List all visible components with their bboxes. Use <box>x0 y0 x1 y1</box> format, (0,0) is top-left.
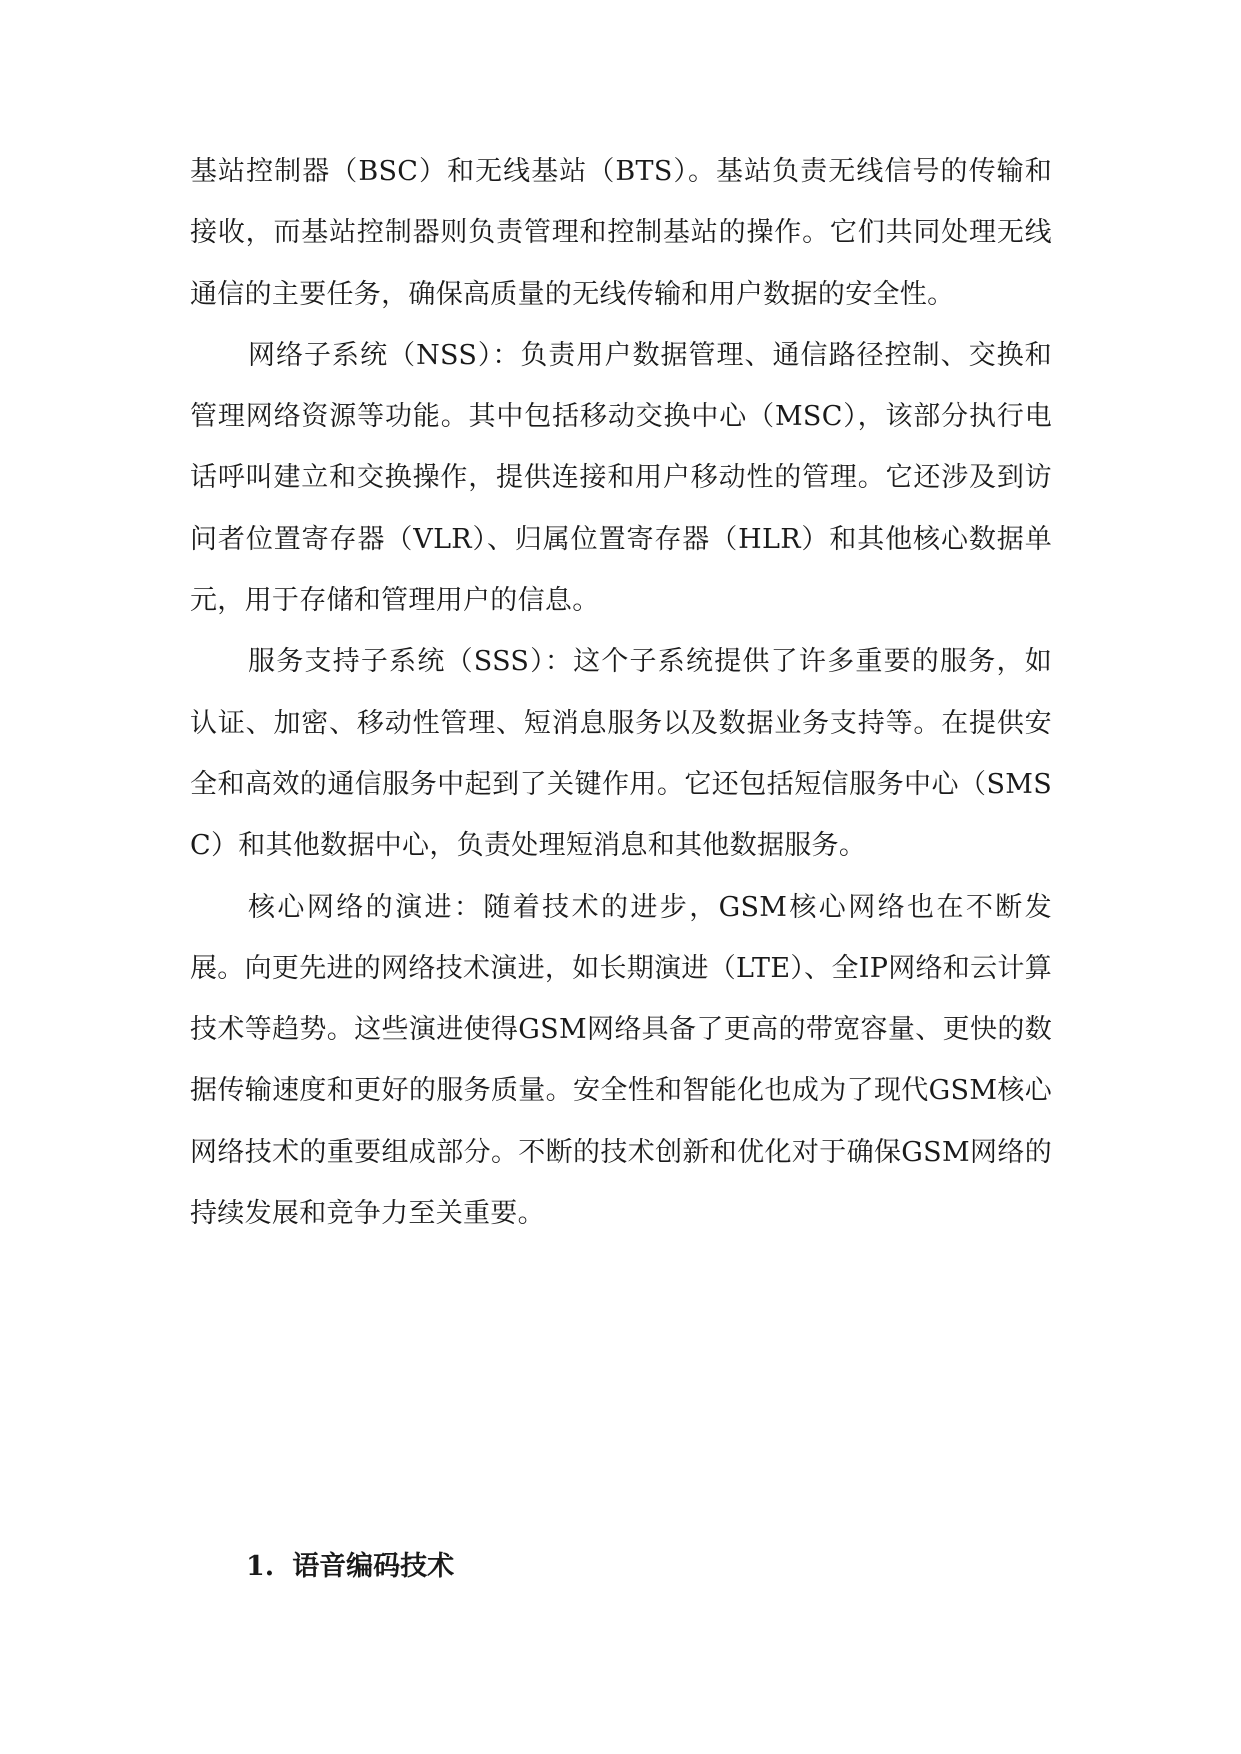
paragraph-nss: 网络子系统（NSS）：负责用户数据管理、通信路径控制、交换和管理网络资源等功能。其中包括移动交换中心（MSC），该部分执行电话呼叫建立和交换操作，提供连接和用户移动性的管理。它还涉及到访问者位置寄存器（VLR）、归属位置寄存器（HLR）和其他核心数据单元，用于存储和管理用户的信息。 <box>190 339 1052 617</box>
section-title: 语音编码技术 <box>292 1551 455 1582</box>
paragraph-bsc-bts: 基站控制器（BSC）和无线基站（BTS）。基站负责无线信号的传输和接收，而基站控制器则负责管理和控制基站的操作。它们共同处理无线通信的主要任务，确保高质量的无线传输和用户数据的安全性。 <box>190 156 1052 310</box>
section-number: 1. <box>246 1551 275 1582</box>
body-text <box>190 141 1052 1244</box>
paragraph-core-evolution: 核心网络的演进：随着技术的进步，GSM核心网络也在不断发展。向更先进的网络技术演进，如长期演进（LTE）、全IP网络和云计算技术等趋势。这些演进使得GSM网络具备了更高的带宽容量、更快的数据传输速度和更好的服务质量。安全性和智能化也成为了现代GSM核心网络技术的重要组成部分。不断的技术创新和优化对于确保GSM网络的持续发展和竞争力至关重要。 <box>190 891 1052 1230</box>
paragraph-sss: 服务支持子系统（SSS）：这个子系统提供了许多重要的服务，如认证、加密、移动性管理、短消息服务以及数据业务支持等。在提供安全和高效的通信服务中起到了关键作用。它还包括短信服务中心（SMSC）和其他数据中心，负责处理短消息和其他数据服务。 <box>190 646 1052 862</box>
section-heading <box>246 1547 454 1587</box>
